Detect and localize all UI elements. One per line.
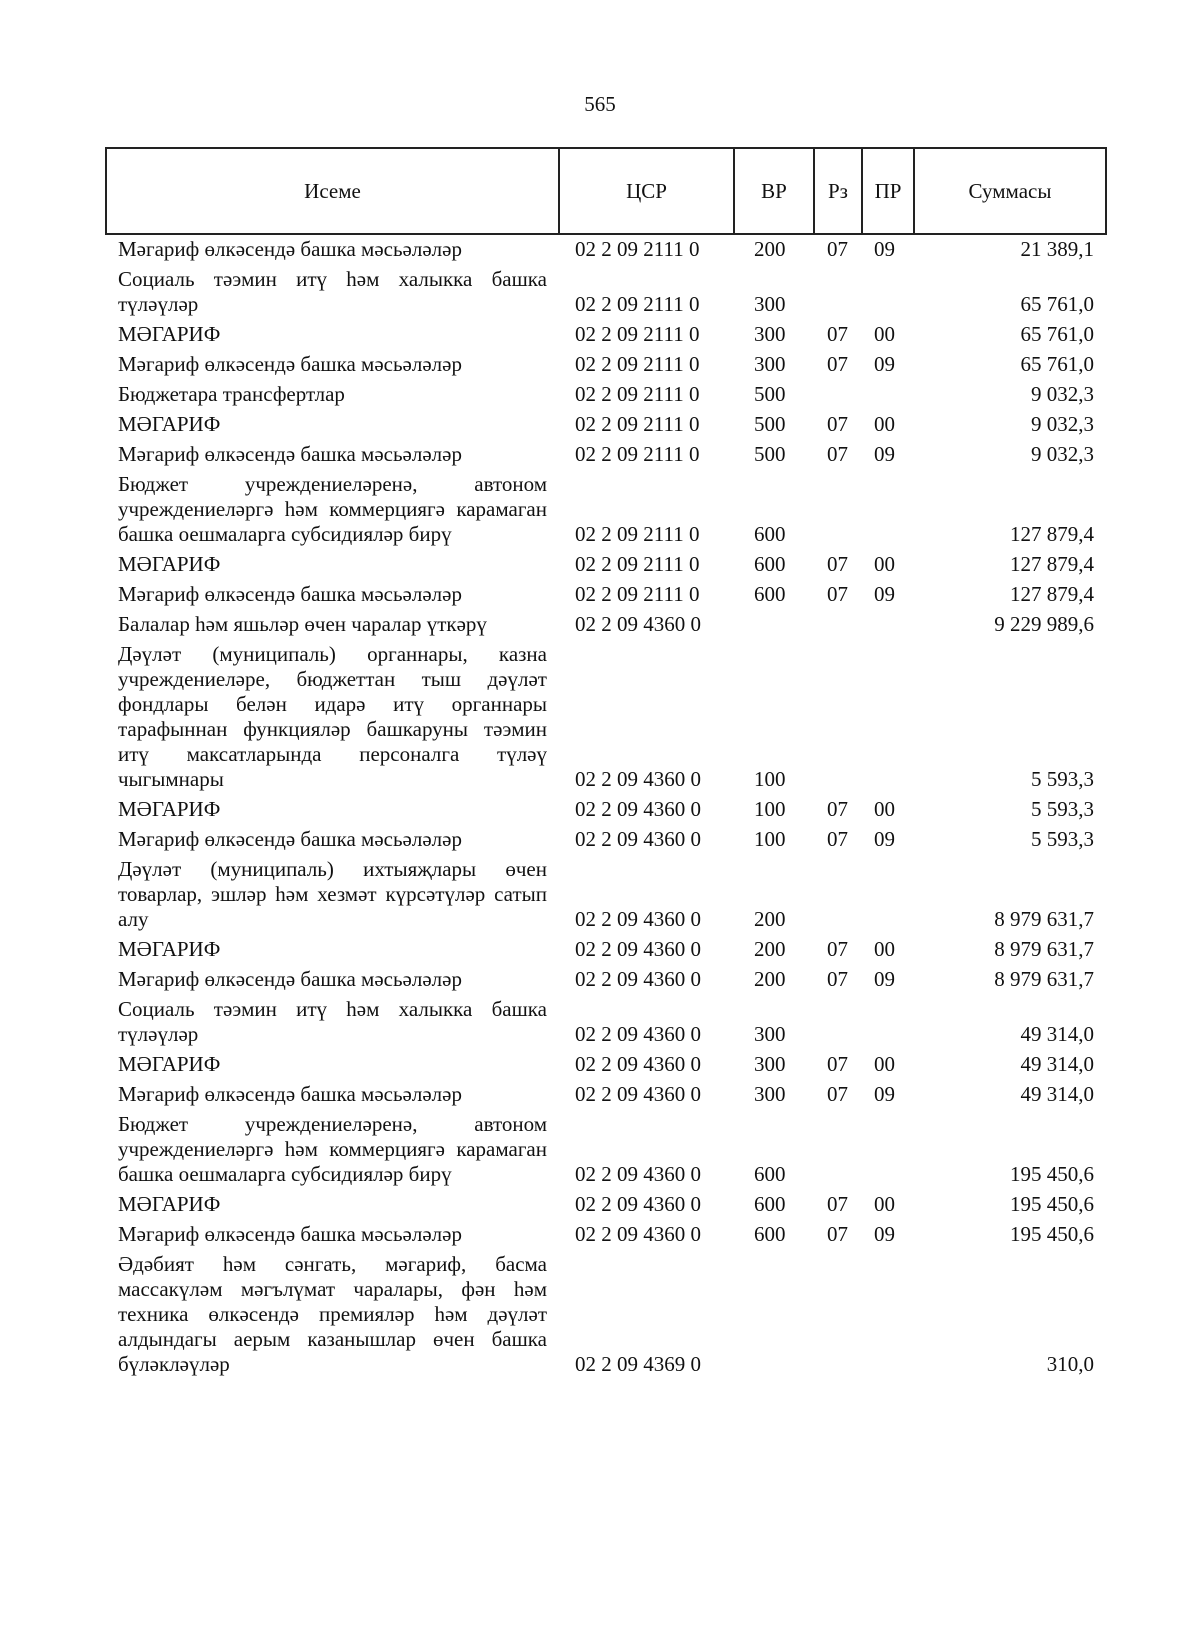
cell-csr: 02 2 09 2111 0: [575, 237, 700, 261]
table-body: [106, 234, 1106, 1379]
cell-vr: 200: [754, 937, 786, 961]
table-row: [106, 854, 1106, 934]
cell-name: Бюджетара трансфертлар: [118, 382, 345, 406]
cell-pr: 00: [874, 1192, 895, 1216]
cell-vr: 300: [754, 322, 786, 346]
cell-sum: 310,0: [1046, 1352, 1094, 1376]
cell-sum: 127 879,4: [1010, 552, 1094, 576]
cell-pr: [862, 854, 914, 934]
cell-pr: 09: [874, 827, 895, 851]
header-sum: Суммасы: [914, 148, 1106, 234]
table-row: [106, 579, 1106, 609]
table-row: [106, 409, 1106, 439]
cell-vr: 200: [754, 967, 786, 991]
cell-sum: 9 032,3: [1031, 442, 1094, 466]
table-row: [106, 319, 1106, 349]
cell-rz: 07: [827, 1052, 848, 1076]
cell-sum: 5 593,3: [1031, 827, 1094, 851]
cell-name: МӘГАРИФ: [118, 322, 221, 346]
cell-sum: 65 761,0: [1020, 322, 1094, 346]
cell-pr: [862, 1249, 914, 1379]
table-row: [106, 639, 1106, 794]
table-row: [106, 609, 1106, 639]
cell-csr: 02 2 09 4360 0: [575, 1192, 701, 1216]
cell-name: Балалар һәм яшьләр өчен чаралар үткәрү: [118, 612, 487, 636]
table-row: [106, 1109, 1106, 1189]
cell-name: Бюджет учреждениеләренә, автоном учреждениеләргә һәм коммерциягә карамаган башка оешмаларга субсидияләр бирү: [118, 1112, 547, 1186]
cell-pr: 00: [874, 1052, 895, 1076]
cell-sum: 127 879,4: [1010, 522, 1094, 546]
cell-vr: 300: [754, 1022, 786, 1046]
cell-csr: 02 2 09 4360 0: [575, 1222, 701, 1246]
header-csr: ЦСР: [559, 148, 734, 234]
cell-csr: 02 2 09 2111 0: [575, 522, 700, 546]
table-row: [106, 1079, 1106, 1109]
cell-vr: 500: [754, 382, 786, 406]
cell-pr: 00: [874, 937, 895, 961]
cell-rz: [814, 609, 862, 639]
table-row: [106, 794, 1106, 824]
cell-pr: 09: [874, 352, 895, 376]
cell-rz: 07: [827, 442, 848, 466]
table-row: [106, 934, 1106, 964]
cell-sum: 49 314,0: [1020, 1082, 1094, 1106]
cell-rz: [814, 1109, 862, 1189]
cell-vr: 300: [754, 352, 786, 376]
cell-name: МӘГАРИФ: [118, 1192, 221, 1216]
cell-pr: [862, 1109, 914, 1189]
cell-pr: [862, 994, 914, 1049]
table-row: [106, 349, 1106, 379]
cell-vr: 100: [754, 797, 786, 821]
cell-vr: 600: [754, 1222, 786, 1246]
cell-name: МӘГАРИФ: [118, 552, 221, 576]
cell-pr: 00: [874, 552, 895, 576]
cell-csr: 02 2 09 4360 0: [575, 612, 701, 636]
cell-sum: 8 979 631,7: [994, 967, 1094, 991]
cell-sum: 49 314,0: [1020, 1022, 1094, 1046]
cell-sum: 195 450,6: [1010, 1162, 1094, 1186]
cell-pr: 09: [874, 967, 895, 991]
cell-rz: 07: [827, 797, 848, 821]
cell-vr: 100: [754, 767, 786, 791]
cell-csr: 02 2 09 4360 0: [575, 797, 701, 821]
table-row: [106, 1249, 1106, 1379]
cell-name: Мәгариф өлкәсендә башка мәсьәләләр: [118, 442, 462, 466]
table-row: [106, 824, 1106, 854]
cell-sum: 195 450,6: [1010, 1222, 1094, 1246]
cell-rz: 07: [827, 937, 848, 961]
cell-sum: 9 229 989,6: [994, 612, 1094, 636]
cell-vr: 600: [754, 552, 786, 576]
cell-name: Мәгариф өлкәсендә башка мәсьәләләр: [118, 582, 462, 606]
cell-rz: 07: [827, 552, 848, 576]
cell-rz: 07: [827, 412, 848, 436]
cell-csr: 02 2 09 4360 0: [575, 937, 701, 961]
cell-pr: 00: [874, 322, 895, 346]
cell-rz: 07: [827, 582, 848, 606]
cell-name: Дәүләт (муниципаль) органнары, казна учреждениеләре, бюджеттан тыш дәүләт фондлары белән идарә итү органнары тарафыннан функцияләр башкаруны тәэмин итү максатларында персоналга түләү чыгымнары: [118, 642, 547, 791]
cell-vr: 600: [754, 522, 786, 546]
cell-pr: 00: [874, 797, 895, 821]
cell-name: Социаль тәэмин итү һәм халыкка башка түләүләр: [118, 997, 547, 1046]
cell-name: МӘГАРИФ: [118, 1052, 221, 1076]
header-vr: ВР: [734, 148, 814, 234]
cell-rz: [814, 639, 862, 794]
cell-pr: 09: [874, 1082, 895, 1106]
cell-csr: 02 2 09 4360 0: [575, 1162, 701, 1186]
cell-vr: 600: [754, 1192, 786, 1216]
cell-csr: 02 2 09 4360 0: [575, 967, 701, 991]
cell-csr: 02 2 09 2111 0: [575, 322, 700, 346]
cell-sum: 127 879,4: [1010, 582, 1094, 606]
cell-csr: 02 2 09 4360 0: [575, 1022, 701, 1046]
cell-vr: [734, 1249, 814, 1379]
cell-sum: 8 979 631,7: [994, 937, 1094, 961]
cell-name: Әдәбият һәм сәнгать, мәгариф, басма массакүләм мәгълүмат чаралары, фән һәм техника өлкәсендә премияләр һәм дәүләт алдындагы аерым казанышлар өчен башка бүләкләүләр: [118, 1252, 547, 1376]
header-name: Исеме: [106, 148, 559, 234]
cell-name: Бюджет учреждениеләренә, автоном учреждениеләргә һәм коммерциягә карамаган башка оешмаларга субсидияләр бирү: [118, 472, 547, 546]
cell-pr: [862, 379, 914, 409]
table-row: [106, 379, 1106, 409]
cell-name: Мәгариф өлкәсендә башка мәсьәләләр: [118, 1222, 462, 1246]
cell-pr: 09: [874, 1222, 895, 1246]
cell-pr: [862, 609, 914, 639]
cell-rz: 07: [827, 1192, 848, 1216]
cell-name: Мәгариф өлкәсендә башка мәсьәләләр: [118, 1082, 462, 1106]
cell-csr: 02 2 09 2111 0: [575, 382, 700, 406]
table-row: [106, 469, 1106, 549]
cell-vr: [734, 609, 814, 639]
cell-vr: 200: [754, 237, 786, 261]
cell-pr: 09: [874, 442, 895, 466]
cell-vr: 500: [754, 412, 786, 436]
table-row: [106, 264, 1106, 319]
cell-name: МӘГАРИФ: [118, 797, 221, 821]
table-header-row: [106, 148, 1106, 234]
cell-csr: 02 2 09 4360 0: [575, 907, 701, 931]
cell-name: МӘГАРИФ: [118, 412, 221, 436]
cell-pr: [862, 264, 914, 319]
cell-rz: [814, 854, 862, 934]
cell-vr: 600: [754, 582, 786, 606]
cell-rz: 07: [827, 827, 848, 851]
header-rz: Рз: [814, 148, 862, 234]
cell-rz: [814, 994, 862, 1049]
table-row: [106, 1049, 1106, 1079]
cell-csr: 02 2 09 2111 0: [575, 552, 700, 576]
cell-name: МӘГАРИФ: [118, 937, 221, 961]
cell-rz: 07: [827, 352, 848, 376]
cell-rz: 07: [827, 1082, 848, 1106]
cell-vr: 100: [754, 827, 786, 851]
table-row: [106, 234, 1106, 264]
cell-name: Мәгариф өлкәсендә башка мәсьәләләр: [118, 352, 462, 376]
cell-csr: 02 2 09 2111 0: [575, 442, 700, 466]
cell-name: Социаль тәэмин итү һәм халыкка башка түләүләр: [118, 267, 547, 316]
cell-csr: 02 2 09 4360 0: [575, 1082, 701, 1106]
cell-name: Мәгариф өлкәсендә башка мәсьәләләр: [118, 237, 462, 261]
cell-rz: [814, 379, 862, 409]
cell-vr: 200: [754, 907, 786, 931]
cell-rz: [814, 264, 862, 319]
cell-sum: 195 450,6: [1010, 1192, 1094, 1216]
table-row: [106, 439, 1106, 469]
cell-csr: 02 2 09 4360 0: [575, 827, 701, 851]
cell-name: Мәгариф өлкәсендә башка мәсьәләләр: [118, 967, 462, 991]
cell-sum: 9 032,3: [1031, 412, 1094, 436]
cell-pr: 00: [874, 412, 895, 436]
page-number: 565: [584, 92, 616, 116]
cell-sum: 49 314,0: [1020, 1052, 1094, 1076]
cell-pr: 09: [874, 237, 895, 261]
table-row: [106, 1189, 1106, 1219]
budget-table: [105, 147, 1107, 1379]
cell-vr: 300: [754, 292, 786, 316]
cell-name: Мәгариф өлкәсендә башка мәсьәләләр: [118, 827, 462, 851]
cell-vr: 300: [754, 1082, 786, 1106]
cell-csr: 02 2 09 4369 0: [575, 1352, 701, 1376]
cell-rz: [814, 1249, 862, 1379]
cell-sum: 65 761,0: [1020, 352, 1094, 376]
cell-rz: 07: [827, 322, 848, 346]
cell-csr: 02 2 09 4360 0: [575, 767, 701, 791]
table-row: [106, 1219, 1106, 1249]
cell-sum: 5 593,3: [1031, 767, 1094, 791]
cell-csr: 02 2 09 2111 0: [575, 582, 700, 606]
table-row: [106, 964, 1106, 994]
table-row: [106, 549, 1106, 579]
cell-vr: 500: [754, 442, 786, 466]
cell-rz: [814, 469, 862, 549]
cell-csr: 02 2 09 2111 0: [575, 412, 700, 436]
cell-pr: [862, 469, 914, 549]
cell-pr: 09: [874, 582, 895, 606]
cell-sum: 5 593,3: [1031, 797, 1094, 821]
cell-rz: 07: [827, 1222, 848, 1246]
table-row: [106, 994, 1106, 1049]
cell-sum: 9 032,3: [1031, 382, 1094, 406]
cell-name: Дәүләт (муниципаль) ихтыяҗлары өчен товарлар, эшләр һәм хезмәт күрсәтүләр сатып алу: [118, 857, 547, 931]
cell-sum: 8 979 631,7: [994, 907, 1094, 931]
cell-csr: 02 2 09 2111 0: [575, 352, 700, 376]
cell-csr: 02 2 09 2111 0: [575, 292, 700, 316]
cell-pr: [862, 639, 914, 794]
cell-rz: 07: [827, 237, 848, 261]
cell-csr: 02 2 09 4360 0: [575, 1052, 701, 1076]
cell-sum: 65 761,0: [1020, 292, 1094, 316]
header-pr: ПР: [862, 148, 914, 234]
cell-vr: 300: [754, 1052, 786, 1076]
cell-sum: 21 389,1: [1020, 237, 1094, 261]
cell-rz: 07: [827, 967, 848, 991]
cell-vr: 600: [754, 1162, 786, 1186]
